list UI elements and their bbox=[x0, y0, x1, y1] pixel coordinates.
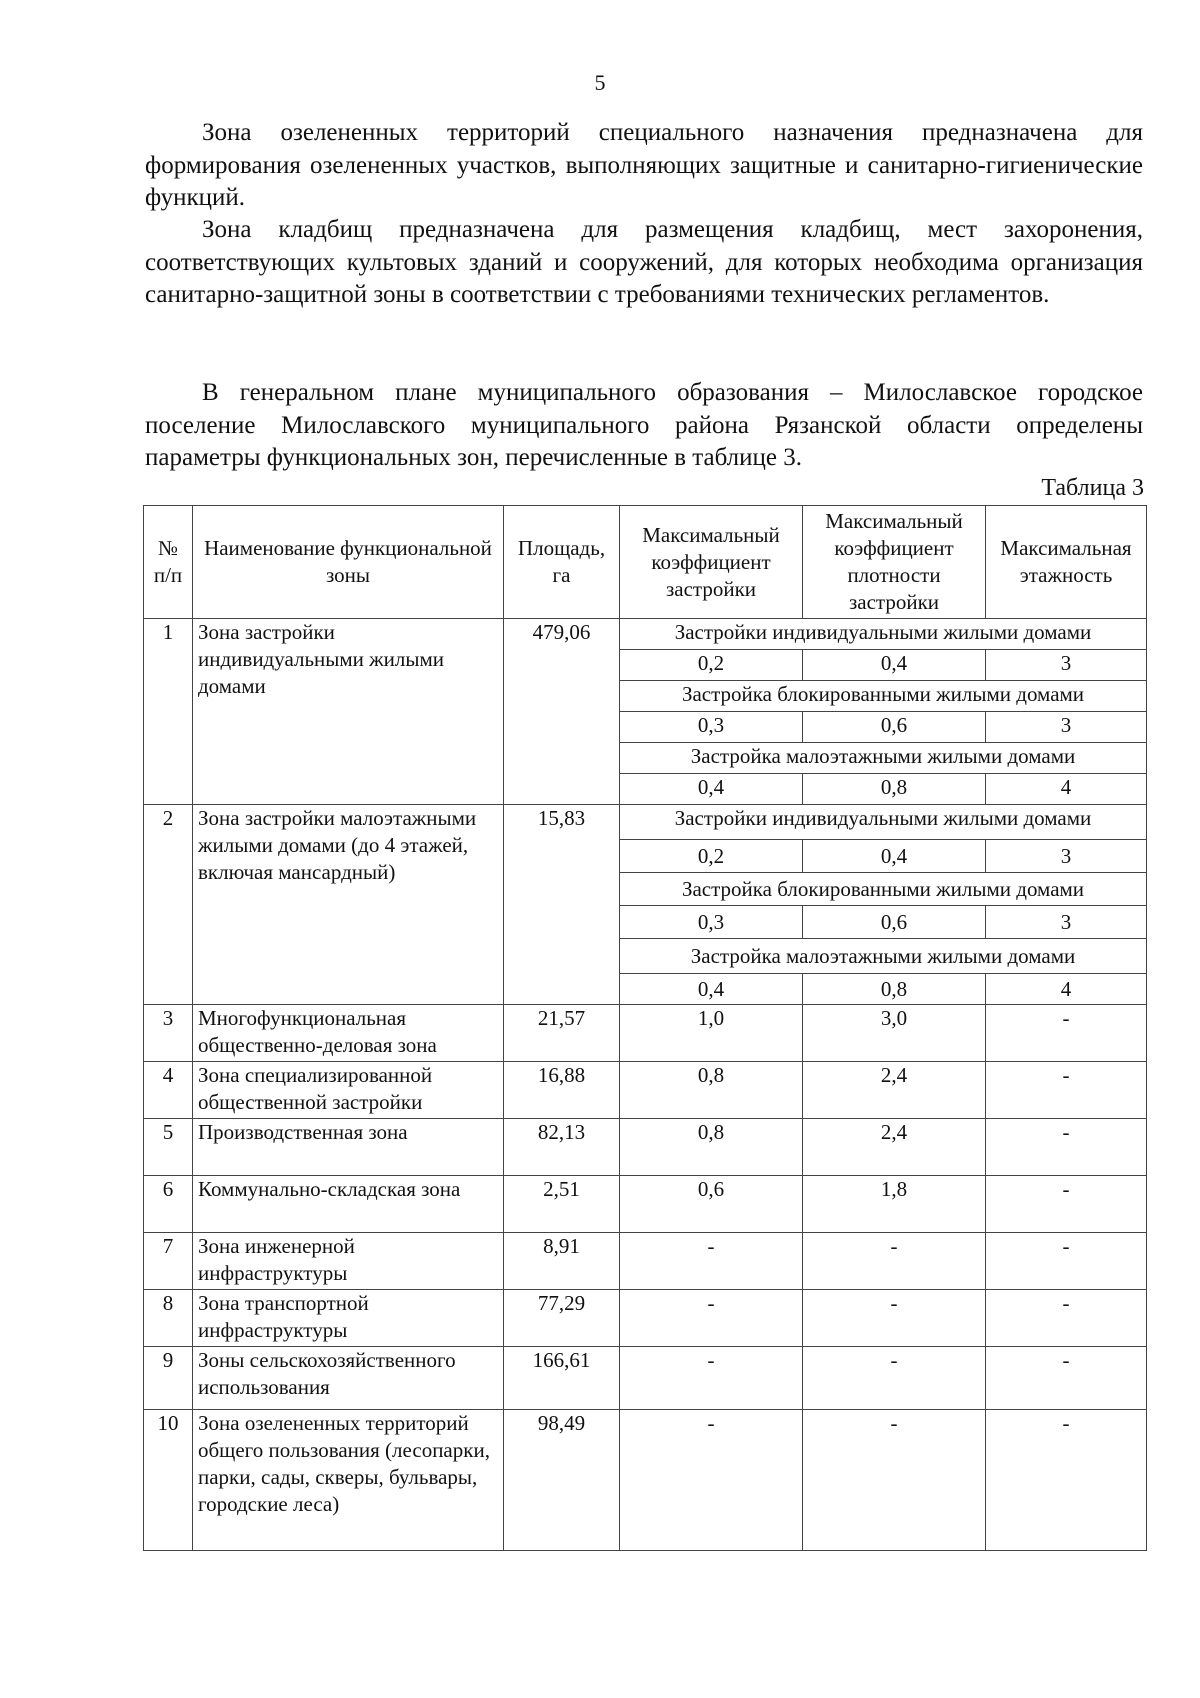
density-coefficient: 0,8 bbox=[803, 774, 986, 805]
sub-zone-label: Застройки индивидуальными жилыми домами bbox=[620, 619, 1147, 650]
header-area: Площадь, га bbox=[504, 506, 620, 619]
paragraph-greenery-special: Зона озелененных территорий специального назначения предназначена для формирования озелененных участков, выполняющих защитные и санитарно-гигиенические функций. bbox=[145, 119, 1143, 211]
header-name: Наименование функциональной зоны bbox=[193, 506, 504, 619]
max-floors: 3 bbox=[986, 906, 1147, 939]
zone-name: Зона озелененных территорий общего пользования (лесопарки, парки, сады, скверы, бульвары, городские леса) bbox=[193, 1410, 504, 1551]
table-row bbox=[144, 1119, 1147, 1176]
building-coefficient: 0,3 bbox=[620, 712, 803, 743]
density-coefficient: 2,4 bbox=[803, 1062, 986, 1119]
table-row bbox=[144, 1062, 1147, 1119]
row-num: 9 bbox=[144, 1347, 193, 1410]
table-caption: Таблица 3 bbox=[1041, 475, 1144, 501]
zone-area: 8,91 bbox=[504, 1233, 620, 1290]
max-floors: 4 bbox=[986, 774, 1147, 805]
zone-name: Многофункциональная общественно-деловая зона bbox=[193, 1005, 504, 1062]
header-max-floors: Максимальная этажность bbox=[986, 506, 1147, 619]
max-floors: - bbox=[986, 1062, 1147, 1119]
zone-name: Зоны сельскохозяйственного использования bbox=[193, 1347, 504, 1410]
zone-name: Зона застройки малоэтажными жилыми домами (до 4 этажей, включая мансардный) bbox=[193, 805, 504, 1005]
building-coefficient: 0,8 bbox=[620, 1119, 803, 1176]
zone-area: 166,61 bbox=[504, 1347, 620, 1410]
max-floors: - bbox=[986, 1410, 1147, 1551]
row-num: 2 bbox=[144, 805, 193, 1005]
density-coefficient: 0,8 bbox=[803, 974, 986, 1005]
density-coefficient: 0,4 bbox=[803, 840, 986, 873]
table-header-row bbox=[144, 506, 1147, 619]
zone-area: 77,29 bbox=[504, 1290, 620, 1347]
density-coefficient: 0,6 bbox=[803, 712, 986, 743]
zone-area: 2,51 bbox=[504, 1176, 620, 1233]
max-floors: 3 bbox=[986, 650, 1147, 681]
max-floors: - bbox=[986, 1347, 1147, 1410]
building-coefficient: - bbox=[620, 1233, 803, 1290]
sub-zone-label: Застройка малоэтажными жилыми домами bbox=[620, 743, 1147, 774]
paragraph-cemeteries: Зона кладбищ предназначена для размещения кладбищ, мест захоронения, соответствующих культовых зданий и сооружений, для которых необходима организация санитарно-защитной зоны в соответствии с требованиями технических регламентов. bbox=[145, 216, 1143, 308]
max-floors: - bbox=[986, 1176, 1147, 1233]
row-num: 6 bbox=[144, 1176, 193, 1233]
page-number: 5 bbox=[594, 70, 606, 95]
table-row bbox=[144, 1290, 1147, 1347]
zone-area: 479,06 bbox=[504, 619, 620, 805]
building-coefficient: 0,3 bbox=[620, 906, 803, 939]
zone-area: 98,49 bbox=[504, 1410, 620, 1551]
max-floors: 4 bbox=[986, 974, 1147, 1005]
zone-area: 21,57 bbox=[504, 1005, 620, 1062]
building-coefficient: 0,2 bbox=[620, 650, 803, 681]
building-coefficient: - bbox=[620, 1347, 803, 1410]
table-row bbox=[144, 805, 1147, 840]
table-row bbox=[144, 1233, 1147, 1290]
density-coefficient: 3,0 bbox=[803, 1005, 986, 1062]
building-coefficient: - bbox=[620, 1290, 803, 1347]
row-num: 7 bbox=[144, 1233, 193, 1290]
sub-zone-label: Застройка малоэтажными жилыми домами bbox=[620, 939, 1147, 974]
row-num: 1 bbox=[144, 619, 193, 805]
building-coefficient: 1,0 bbox=[620, 1005, 803, 1062]
zone-name: Производственная зона bbox=[193, 1119, 504, 1176]
density-coefficient: - bbox=[803, 1290, 986, 1347]
building-coefficient: 0,6 bbox=[620, 1176, 803, 1233]
sub-zone-label: Застройка блокированными жилыми домами bbox=[620, 681, 1147, 712]
zone-area: 82,13 bbox=[504, 1119, 620, 1176]
density-coefficient: - bbox=[803, 1410, 986, 1551]
max-floors: - bbox=[986, 1290, 1147, 1347]
row-num: 10 bbox=[144, 1410, 193, 1551]
max-floors: - bbox=[986, 1005, 1147, 1062]
density-coefficient: 1,8 bbox=[803, 1176, 986, 1233]
density-coefficient: 2,4 bbox=[803, 1119, 986, 1176]
building-coefficient: 0,4 bbox=[620, 974, 803, 1005]
density-coefficient: 0,6 bbox=[803, 906, 986, 939]
table-row bbox=[144, 1410, 1147, 1551]
header-num: № п/п bbox=[144, 506, 193, 619]
table-row bbox=[144, 1176, 1147, 1233]
header-building-coefficient: Максимальный коэффициент застройки bbox=[620, 506, 803, 619]
row-num: 3 bbox=[144, 1005, 193, 1062]
max-floors: - bbox=[986, 1119, 1147, 1176]
zone-area: 15,83 bbox=[504, 805, 620, 1005]
row-num: 4 bbox=[144, 1062, 193, 1119]
sub-zone-label: Застройка блокированными жилыми домами bbox=[620, 873, 1147, 906]
table-row bbox=[144, 619, 1147, 650]
zone-area: 16,88 bbox=[504, 1062, 620, 1119]
density-coefficient: - bbox=[803, 1347, 986, 1410]
functional-zones-table bbox=[143, 505, 1147, 1551]
table-row bbox=[144, 1005, 1147, 1062]
building-coefficient: - bbox=[620, 1410, 803, 1551]
max-floors: 3 bbox=[986, 840, 1147, 873]
max-floors: 3 bbox=[986, 712, 1147, 743]
building-coefficient: 0,8 bbox=[620, 1062, 803, 1119]
building-coefficient: 0,4 bbox=[620, 774, 803, 805]
zone-name: Зона инженерной инфраструктуры bbox=[193, 1233, 504, 1290]
zone-name: Зона специализированной общественной застройки bbox=[193, 1062, 504, 1119]
row-num: 5 bbox=[144, 1119, 193, 1176]
paragraph-general-plan: В генеральном плане муниципального образования – Милославское городское поселение Милославского муниципального района Рязанской области определены параметры функциональных зон, перечисленные в таблице 3. bbox=[145, 379, 1143, 471]
zone-name: Зона застройки индивидуальными жилыми домами bbox=[193, 619, 504, 805]
zone-name: Коммунально-складская зона bbox=[193, 1176, 504, 1233]
density-coefficient: - bbox=[803, 1233, 986, 1290]
header-density-coefficient: Максимальный коэффициент плотности застройки bbox=[803, 506, 986, 619]
max-floors: - bbox=[986, 1233, 1147, 1290]
table-row bbox=[144, 1347, 1147, 1410]
density-coefficient: 0,4 bbox=[803, 650, 986, 681]
zone-name: Зона транспортной инфраструктуры bbox=[193, 1290, 504, 1347]
row-num: 8 bbox=[144, 1290, 193, 1347]
sub-zone-label: Застройки индивидуальными жилыми домами bbox=[620, 805, 1147, 840]
building-coefficient: 0,2 bbox=[620, 840, 803, 873]
